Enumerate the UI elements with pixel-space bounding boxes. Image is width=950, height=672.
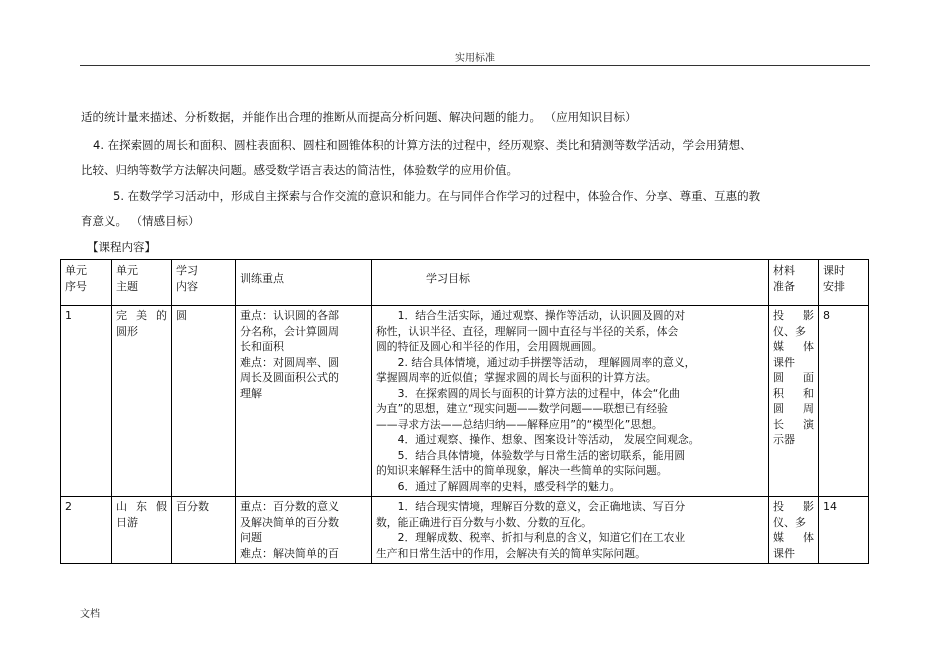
paragraph-5: 育意义。 （情感目标） [81, 214, 200, 228]
paragraph-3: 比较、归纳等数学方法解决问题。感受数学语言表达的简洁性，体验数学的应用价值。 [81, 163, 518, 177]
cell-no: 1 [61, 306, 112, 497]
paragraph-4: 5. 在数学学习活动中，形成自主探索与合作交流的意识和能力。在与同伴合作学习的过程中，体验合作、分享、尊重、互惠的教 [113, 189, 761, 203]
cell-hours: 14 [819, 497, 869, 564]
paragraph-2: 4. 在探索圆的周长和面积、圆柱表面积、圆柱和圆锥体积的计算方法的过程中，经历观察、类比和猜测等数学活动，学会用猜想、 [93, 138, 752, 152]
header-unit-theme: 单元 主题 [112, 260, 172, 306]
cell-materials: 投影 仪、多 媒体 课件 [769, 497, 819, 564]
cell-theme: 山东假 日游 [112, 497, 172, 564]
cell-focus: 重点：百分数的意义 及解决简单的百分数 问题 难点：解决简单的百 [236, 497, 372, 564]
page-footer: 文档 [80, 609, 100, 620]
header-hours: 课时 安排 [819, 260, 869, 306]
table-header-row [61, 260, 869, 306]
cell-content: 百分数 [172, 497, 236, 564]
header-unit-no: 单元 序号 [61, 260, 112, 306]
cell-focus: 重点：认识圆的各部 分名称，会计算圆周 长和面积 难点：对圆周率、圆 周长及圆面积公式的 理解 [236, 306, 372, 497]
page-header: 实用标准 [455, 53, 495, 64]
table-row [61, 306, 869, 497]
section-title: 【课程内容】 [87, 240, 156, 254]
cell-no: 2 [61, 497, 112, 564]
header-goals: 学习目标 [372, 260, 769, 306]
paragraph-1: 适的统计量来描述、分析数据，并能作出合理的推断从而提高分析问题、解决问题的能力。 （应用知识目标） [81, 110, 637, 124]
header-materials: 材料 准备 [769, 260, 819, 306]
cell-theme: 完美的 圆形 [112, 306, 172, 497]
cell-materials: 投影 仪、多 媒体 课件 圆面 积和 圆周 长演 示器 [769, 306, 819, 497]
header-focus: 训练重点 [236, 260, 372, 306]
header-content: 学习 内容 [172, 260, 236, 306]
cell-content: 圆 [172, 306, 236, 497]
header-rule [80, 65, 870, 66]
cell-hours: 8 [819, 306, 869, 497]
cell-goals: 1．结合生活实际，通过观察、操作等活动，认识圆及圆的对 称性，认识半径、直径，理解同一圆中直径与半径的关系，体会 圆的特征及圆心和半径的作用，会用圆规画圆。 2. 结合具体情境，通过动手拼摆等活动， 理解圆周率的意义， 掌握圆周率的近似值；掌握求圆的周长与面积的计算方法。 3．在探索圆的周长与面积的计算方法的过程中，体会“化曲 为直”的思想，建立“现实问题——数学问题——联想已有经验 ——寻求方法——总结归纳——解释应用”的“模型化”思想。 4．通过观察、操作、想象、图案设计等活动， 发展空间观念。 5．结合具体情境，体验数学与日常生活的密切联系，能用圆 的知识来解释生活中的简单现象，解决一些简单的实际问题。 6．通过了解圆周率的史料，感受科学的魅力。 [372, 306, 769, 497]
table-row [61, 497, 869, 564]
course-table [60, 259, 868, 564]
cell-goals: 1．结合现实情境，理解百分数的意义，会正确地读、写百分 数，能正确进行百分数与小数、分数的互化。 2．理解成数、税率、折扣与利息的含义，知道它们在工农业 生产和日常生活中的作用，会解决有关的简单实际问题。 [372, 497, 769, 564]
